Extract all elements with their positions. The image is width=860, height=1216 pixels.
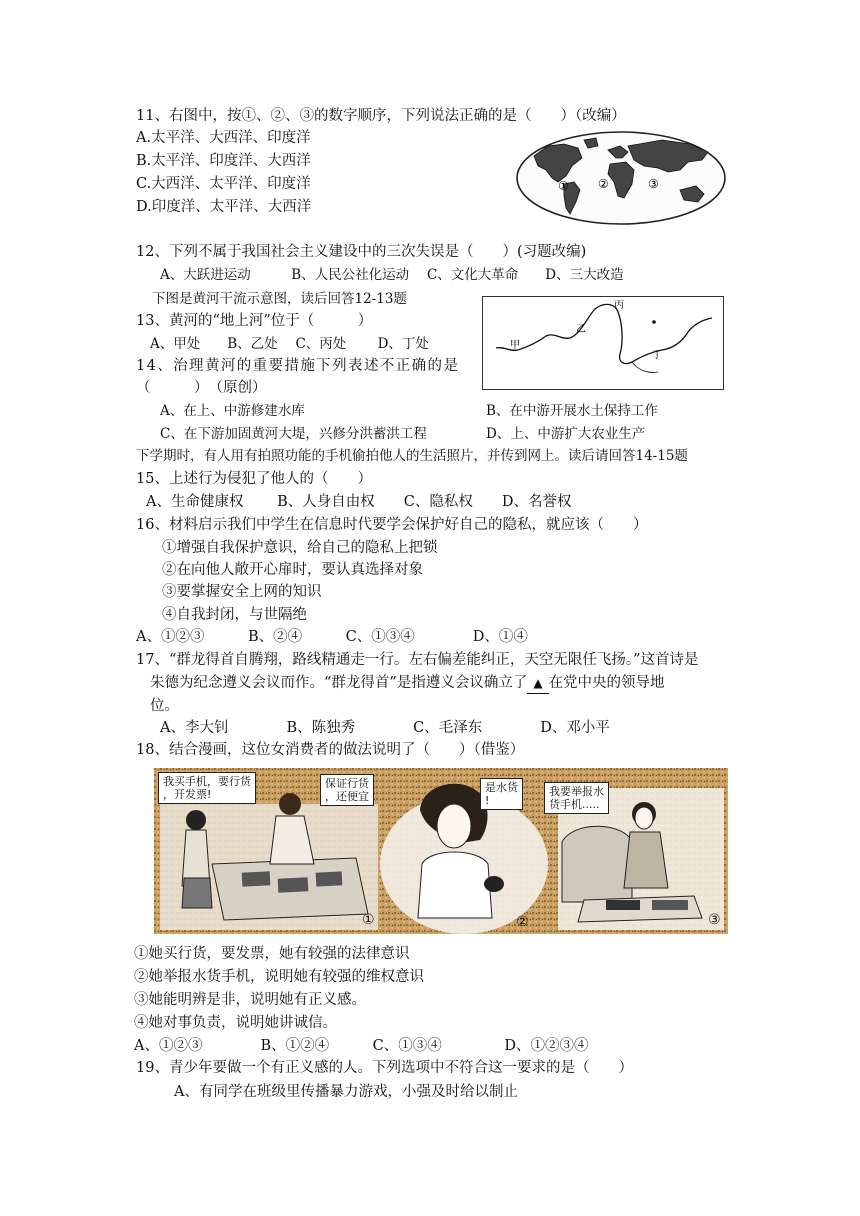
q16-item-2: ②在向他人敞开心扉时，要认真选择对象 <box>162 562 423 578</box>
q18-item-2: ②她举报水货手机，说明她有较强的维权意识 <box>134 969 424 985</box>
map-mark-1: ① <box>558 179 569 193</box>
q11-option-c: C.大西洋、太平洋、印度洋 <box>136 176 311 192</box>
q17-stem-post: 在党中央的领导地 <box>548 675 665 691</box>
q15-stem: 15、上述行为侵犯了他人的（ ） <box>136 471 372 487</box>
q19-stem: 19、青少年要做一个有正义感的人。下列选项中不符合这一要求的是（ ） <box>136 1060 633 1076</box>
q14-option-c: C、在下游加固黄河大堤，兴修分洪蓄洪工程 <box>160 426 427 442</box>
map-mark-2: ② <box>598 177 609 191</box>
world-map-image <box>512 128 730 228</box>
bubble-fake-line1: 是水货 <box>485 781 518 794</box>
bubble-seller <box>320 774 374 806</box>
q14-stem: 14、治理黄河的重要措施下列表述不正确的是 <box>136 358 460 374</box>
consumer-cartoon <box>154 768 728 934</box>
panel-number-1: ① <box>362 912 375 928</box>
world-map-figure <box>512 128 730 228</box>
q17-stem-line3: 位。 <box>150 698 179 714</box>
map-mark-3: ③ <box>648 177 659 191</box>
q12-options: A、大跃进运动 B、人民公社化运动 C、文化大革命 D、三大改造 <box>160 267 624 283</box>
q12-stem: 12、下列不属于我国社会主义建设中的三次失误是（ ）(习题改编) <box>136 244 587 260</box>
q17-stem-line1: 17、“群龙得首自腾翔，路线精通走一行。左右偏差能纠正，天空无限任飞扬。”这首诗是 <box>136 652 699 668</box>
q14-option-a: A、在上、中游修建水库 <box>160 403 305 419</box>
q15-options: A、生命健康权 B、人身自由权 C、隐私权 D、名誉权 <box>146 494 572 510</box>
q16-stem: 16、材料启示我们中学生在信息时代要学会保护好自己的隐私，就应该（ ） <box>136 517 648 533</box>
yellow-river-map <box>482 296 724 390</box>
q16-item-1: ①增强自我保护意识，给自己的隐私上把锁 <box>162 540 438 556</box>
bubble-fake <box>480 778 523 810</box>
q19-option-a: A、有同学在班级里传播暴力游戏，小强及时给以制止 <box>174 1084 518 1100</box>
q18-item-1: ①她买行货，要发票，她有较强的法律意识 <box>134 946 410 962</box>
bubble-buyer-line1: 我买手机，要行货 <box>163 775 251 788</box>
q13-options: A、甲处 B、乙处 C、丙处 D、丁处 <box>150 336 429 352</box>
intro-12-13: 下图是黄河干流示意图，读后回答12-13题 <box>152 291 407 307</box>
q13-stem: 13、黄河的“地上河”位于（ ） <box>136 313 373 329</box>
river-label-bing: 丙 <box>614 300 624 311</box>
river-label-yi: 乙 <box>576 324 586 335</box>
river-label-ding: 丁 <box>652 350 662 361</box>
q11-stem: 11、右图中，按①、②、③的数字顺序，下列说法正确的是（ ）（改编） <box>136 108 626 124</box>
q18-item-4: ④她对事负责，说明她讲诚信。 <box>134 1015 337 1031</box>
yellow-river-image <box>482 296 724 390</box>
bubble-buyer <box>158 772 256 804</box>
bubble-buyer-line2: ，开发票! <box>163 788 212 801</box>
q17-stem-pre: 朱德为纪念遵义会议而作。“群龙得首”是指遵义会议确立了 <box>150 675 528 691</box>
q16-options: A、①②③ B、②④ C、①③④ D、①④ <box>136 629 528 645</box>
q16-item-4: ④自我封闭，与世隔绝 <box>162 607 307 623</box>
bubble-report <box>544 782 609 814</box>
panel-number-3: ③ <box>708 912 721 928</box>
q18-stem: 18、结合漫画，这位女消费者的做法说明了（ ）（借鉴） <box>136 742 525 758</box>
q14-option-b: B、在中游开展水土保持工作 <box>486 403 658 419</box>
bubble-fake-line2: ! <box>485 794 490 807</box>
q18-options: A、①②③ B、①②④ C、①③④ D、①②③④ <box>134 1038 589 1054</box>
q11-option-b: B.太平洋、印度洋、大西洋 <box>136 153 311 169</box>
q17-stem-line2 <box>150 673 665 694</box>
q18-item-3: ③她能明辨是非，说明她有正义感。 <box>134 992 366 1008</box>
q16-item-3: ③要掌握安全上网的知识 <box>162 584 322 600</box>
intro-14-15: 下学期时，有人用有拍照功能的手机偷拍他人的生活照片，并传到网上。读后请回答14-15题 <box>136 448 688 464</box>
q14-stem2: （ ） （原创） <box>136 380 267 396</box>
bubble-seller-line1: 保证行货 <box>325 777 369 790</box>
bubble-report-line2: 货手机..... <box>549 798 600 811</box>
panel-number-2: ② <box>516 914 529 930</box>
bubble-report-line1: 我要举报水 <box>549 785 604 798</box>
bubble-seller-line2: ，还便宜 <box>325 790 369 803</box>
q11-option-a: A.太平洋、大西洋、印度洋 <box>136 130 311 146</box>
river-label-jia: 甲 <box>510 340 520 351</box>
q17-options: A、李大钊 B、陈独秀 C、毛泽东 D、邓小平 <box>160 720 610 736</box>
q11-option-d: D.印度洋、太平洋、大西洋 <box>136 199 312 215</box>
q14-option-d: D、上、中游扩大农业生产 <box>486 426 646 442</box>
q17-answer-blank: ▲ <box>527 673 548 694</box>
